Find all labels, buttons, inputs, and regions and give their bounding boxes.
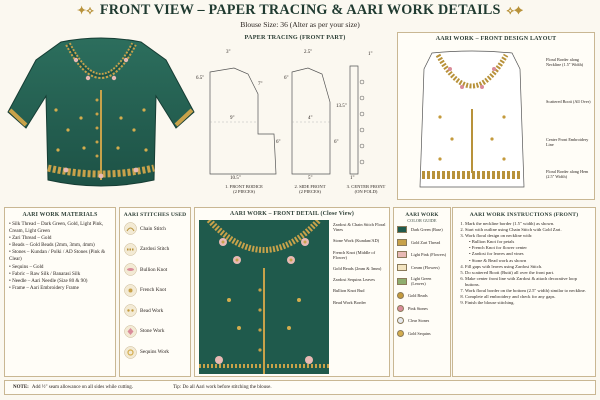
color-label: Clear Stones [408, 318, 430, 324]
design-layout-panel [397, 32, 595, 200]
dim-p1-top: 3" [226, 50, 231, 55]
piece-name: 1. FRONT BODICE [225, 184, 263, 189]
list-item: • Stones – Kundan / Polki / AD Stones (Pink & Clear) [9, 249, 106, 263]
callout: Stone Work (Kundan/AD) [333, 238, 380, 244]
step-item [465, 276, 591, 288]
list-item: • Frame – Aari Embroidery Frame [9, 284, 79, 291]
dim-p2-top: 2.5" [304, 50, 313, 55]
sub-step-text: Bullion Knot for petals [471, 239, 515, 245]
ornament-icon: ✦⟡ [76, 5, 94, 17]
stitch-label: Zardosi Stitch [140, 246, 170, 253]
color-item [397, 226, 447, 233]
section-title: AARI WORK – FRONT DESIGN LAYOUT [435, 36, 557, 42]
color-swatch [397, 292, 404, 299]
callout-booti: Scattered Booti (All Over) [546, 99, 591, 104]
stitch-label: Sequins Work [140, 349, 170, 356]
dim-p3-bottom: 1" [350, 176, 355, 181]
callout: Bullion Knot Bud [333, 288, 365, 294]
callout-neckline: Floral Border along Neckline (1.5" Width) [546, 57, 584, 67]
sub-steps [465, 239, 591, 263]
stitches-panel [119, 207, 191, 377]
sub-step: • French Knot for flower center [469, 245, 527, 251]
callout-center: Center Front Embroidery Line [546, 137, 589, 147]
color-swatch [397, 317, 404, 324]
pattern-pieces [196, 42, 394, 194]
sub-step: • Stone & Bead work as shown [469, 257, 527, 263]
stitch-label: Stone Work [140, 328, 165, 335]
piece-label-2 [282, 184, 338, 194]
color-swatch [397, 278, 407, 285]
item-text: Frame – Aari Embroidery Frame [12, 284, 79, 291]
list-item: • Beads – Gold Beads (2mm, 3mm, 4mm) [9, 242, 95, 249]
ornament-icon: ⟡✦ [506, 5, 524, 17]
title-text: FRONT VIEW – PAPER TRACING & AARI WORK DETAILS [99, 2, 501, 18]
color-item [397, 317, 447, 324]
list-item: • Silk Thread – Dark Green, Gold, Light Pink, Cream, Light Green [9, 221, 104, 235]
sub-step-text: Stone & Bead work as shown [471, 257, 527, 263]
color-swatch [397, 226, 407, 233]
color-item [397, 305, 447, 312]
design-outline [402, 47, 542, 197]
stitch-item [124, 346, 186, 359]
sequins-work-icon [124, 346, 137, 359]
list-item: • Fabric – Raw Silk / Banarasi Silk [9, 270, 81, 277]
color-item [397, 292, 447, 299]
tip-text: Tip: Do all Aari work before stitching the blouse. [173, 385, 272, 390]
piece-label-1 [208, 184, 280, 194]
color-label: Light Pink (Flowers) [411, 252, 447, 258]
item-text: Sequins – Gold [12, 263, 44, 270]
section-title: AARI WORK – FRONT DETAIL (Close View) [230, 211, 354, 217]
page-header [0, 2, 600, 29]
page-title [0, 2, 600, 19]
list-item: • Sequins – Gold [9, 263, 44, 270]
blouse-front-illustration [6, 30, 196, 195]
color-swatch [397, 264, 407, 271]
color-list [394, 226, 450, 337]
dim-p1-side: 6" [276, 140, 281, 145]
list-item: • Needle – Aari Needle (Size 80 & 90) [9, 277, 88, 284]
piece-name: 2. SIDE FRONT [294, 184, 326, 189]
item-text: Silk Thread – Dark Green, Gold, Light Pink, Cream, Light Green [9, 221, 104, 235]
section-title: AARI STITCHES USED [123, 212, 187, 218]
callout: Zardosi & Chain Stitch Floral Vines [333, 222, 386, 233]
item-text: Beads – Gold Beads (2mm, 3mm, 4mm) [12, 242, 95, 249]
color-label: Light Green (Leaves) [411, 276, 432, 287]
section-title: AARI WORK INSTRUCTIONS (FRONT) [469, 212, 579, 218]
section-subtitle: COLOR GUIDE [407, 218, 437, 223]
stitches-list [120, 222, 190, 359]
dim-p3-top: 1" [368, 52, 373, 57]
dim-p2-side: 6" [334, 140, 339, 145]
dim-p1-bottom: 10.5" [230, 176, 241, 181]
item-text: Fabric – Raw Silk / Banarasi Silk [12, 270, 81, 277]
color-swatch [397, 305, 404, 312]
stitch-label: Bullion Knot [140, 266, 168, 273]
sub-step-text: Zardosi for leaves and vines [471, 251, 524, 257]
color-item [397, 276, 447, 286]
step-text: Work floral border on the bottom (2.5" width) similar to neckline. [465, 288, 586, 294]
chain-stitch-icon [124, 222, 137, 235]
dim-p1-right: 7" [258, 82, 263, 87]
dim-p1-mid: 9" [230, 116, 235, 121]
step-item [465, 233, 591, 263]
step-text: Finish the blouse stitching. [465, 300, 515, 306]
callout: Bead Work Border [333, 299, 366, 305]
dim-p2-mid: 4" [308, 116, 313, 121]
step-text: Work floral design on neckline with: [465, 233, 533, 239]
section-title: AARI WORK MATERIALS [22, 212, 98, 218]
note-bar [4, 380, 596, 395]
stitch-item [124, 263, 186, 276]
dim-p2-bottom: 5" [308, 176, 313, 181]
dim-p1-left: 6.5" [196, 76, 205, 81]
color-label: Gold Sequins [408, 330, 431, 336]
color-item [397, 251, 447, 258]
stitch-label: Chain Stitch [140, 225, 166, 232]
color-label: Gold Beads [408, 292, 428, 298]
item-text: Stones – Kundan / Polki / AD Stones (Pink & Clear) [9, 249, 106, 263]
materials-list [5, 221, 115, 292]
dim-p2-left: 6" [284, 76, 289, 81]
french-knot-icon [124, 284, 137, 297]
color-label: Dark Green (Base) [411, 227, 443, 232]
stitch-item [124, 325, 186, 338]
step-item [465, 300, 591, 306]
color-swatch [397, 239, 407, 246]
step-text: Start with outline using Chain Stitch with Gold Zari. [465, 227, 562, 233]
color-swatch [397, 251, 407, 258]
piece-qty: (2 PIECES) [299, 189, 321, 194]
step-text: Do scattered Booti (Butti) all over the front part. [465, 269, 555, 275]
callout: French Knot (Middle of Flower) [333, 249, 376, 260]
color-label: Gold Zari Thread [411, 239, 441, 245]
materials-panel [4, 207, 116, 377]
stone-work-icon [124, 325, 137, 338]
color-guide-panel [393, 207, 451, 377]
stitch-label: Bead Work [140, 307, 164, 314]
sub-step: • Zardosi for leaves and vines [469, 251, 524, 257]
piece-qty: (2 PIECES) [233, 189, 255, 194]
color-item [397, 239, 447, 246]
callout: Zardosi Sequins Leaves [333, 277, 375, 283]
list-item: • Zari Thread – Gold [9, 235, 52, 242]
piece-label-3 [338, 184, 394, 194]
item-text: Needle – Aari Needle (Size 80 & 90) [12, 277, 88, 284]
item-text: Zari Thread – Gold [12, 235, 52, 242]
step-text: Make center front line with Zardosi & attach decorative loop buttons. [465, 275, 577, 287]
note-label: NOTE: [13, 385, 29, 390]
stitch-item [124, 304, 186, 317]
color-label: Pink Stones [408, 305, 428, 311]
piece-name: 3. CENTER FRONT [346, 184, 386, 189]
piece-qty: (ON FOLD) [354, 189, 378, 194]
page-subtitle: Blouse Size: 36 (Alter as per your size) [240, 20, 360, 29]
bullion-knot-icon [124, 263, 137, 276]
step-text: Complete all embroidery and check for any gaps. [465, 294, 556, 300]
color-item [397, 330, 447, 337]
color-swatch [397, 330, 404, 337]
stitch-item [124, 222, 186, 235]
instructions-panel [452, 207, 596, 377]
color-item [397, 264, 447, 271]
sub-step-text: French Knot for flower center [471, 245, 527, 251]
zardosi-stitch-icon [124, 243, 137, 256]
detail-closeup [199, 220, 329, 374]
bead-work-icon [124, 304, 137, 317]
note-text: Add ½" seam allowance on all sides while cutting. [31, 385, 134, 390]
dim-p3-left: 13.5" [336, 104, 347, 109]
detail-callouts [333, 222, 389, 305]
front-detail-panel [194, 207, 390, 377]
section-title: PAPER TRACING (FRONT PART) [244, 34, 346, 41]
callout: Gold Beads (2mm & 3mm) [333, 266, 382, 272]
step-text: Fill gaps with leaves using Zardosi Stitch. [465, 263, 543, 269]
paper-tracing-section [196, 34, 394, 198]
section-title: AARI WORK [405, 212, 439, 218]
stitch-label: French Knot [140, 287, 167, 294]
step-text: Mark the neckline border (1.5" width) as shown. [465, 221, 555, 226]
sub-step: • Bullion Knot for petals [469, 239, 515, 245]
stitch-item [124, 243, 186, 256]
callout-hem: Floral Border along Hem (2.5" Width) [546, 169, 589, 179]
color-label: Cream (Flowers) [411, 264, 440, 270]
stitch-item [124, 284, 186, 297]
instruction-steps [453, 221, 595, 306]
